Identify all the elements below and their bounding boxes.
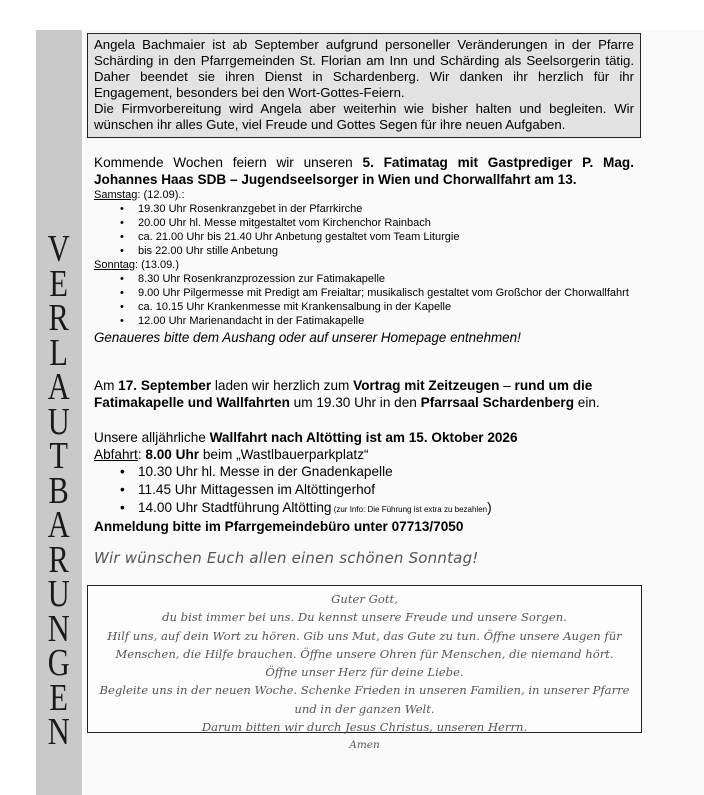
prayer-text	[87, 590, 642, 755]
title-letter: E	[49, 262, 69, 305]
saturday-heading	[94, 188, 634, 202]
title-letter: T	[49, 435, 69, 477]
list-item: • 20.00 Uhr hl. Messe mitgestaltet vom Kirchenchor Rainbach	[120, 216, 634, 230]
list-item: • 9.00 Uhr Pilgermesse mit Predigt am Freialtar; musikalisch gestaltet vom Großchor der Chorwallfahrt	[120, 286, 634, 300]
pilgrimage-section	[94, 430, 634, 536]
lecture-text-part: um 19.30 Uhr in den	[289, 394, 421, 410]
pilgrimage-intro	[94, 430, 634, 447]
vertical-title-verlautbarungen	[36, 228, 82, 753]
tour-item-paren: )	[487, 500, 492, 515]
prayer-line: Menschen, die Hilfe brauchen. Öffne unsere Ohren für Menschen, die niemand hört.	[115, 646, 614, 661]
prayer-line: Hilf uns, auf dein Wort zu hören. Gib uns Mut, das Gute zu tun. Öffne unsere Augen für	[107, 628, 622, 643]
registration-text: Anmeldung bitte im Pfarrgemeindebüro unter 07713/7050	[94, 519, 464, 534]
list-item: • 10.30 Uhr hl. Messe in der Gnadenkapelle	[120, 463, 634, 481]
sunday-greeting: Wir wünschen Euch allen einen schönen Sonntag!	[94, 549, 479, 567]
homepage-note: Genaueres bitte dem Aushang oder auf unserer Homepage entnehmen!	[94, 330, 521, 345]
title-letter: R	[48, 297, 70, 339]
departure-label: Abfahrt	[94, 446, 138, 462]
departure-time: 8.00 Uhr	[145, 446, 200, 462]
list-item	[120, 499, 634, 519]
tour-item-note: (zur Info: Die Führung ist extra zu bezahlen	[331, 505, 488, 514]
notice-paragraph: Die Firmvorbereitung wird Angela aber weiterhin wie bisher halten und begleiten. Wir wünschen ihr alles Gute, viel Freude und Gottes Segen für ihre neuen Aufgaben.	[94, 101, 634, 133]
title-letter: L	[49, 331, 69, 374]
list-item: • bis 22.00 Uhr stille Anbetung	[120, 244, 634, 258]
prayer-line: Öffne unser Herz für deine Liebe.	[265, 665, 464, 680]
lecture-section	[94, 378, 634, 411]
departure-line	[94, 447, 634, 464]
prayer-line: du bist immer bei uns. Du kennst unsere Freude und unsere Sorgen.	[162, 610, 567, 625]
lecture-text-part: –	[499, 378, 515, 393]
title-letter: A	[48, 504, 70, 546]
sunday-heading	[94, 258, 634, 272]
lecture-text-part: Am	[94, 378, 119, 393]
sunday-list	[94, 272, 634, 328]
pilgrimage-text: Unsere alljährliche	[94, 430, 210, 445]
prayer-line: Begleite uns in der neuen Woche. Schenke Frieden in unseren Familien, in unserer Pfarre	[99, 683, 630, 698]
title-letter: E	[49, 676, 69, 719]
lecture-text	[94, 378, 634, 411]
sunday-date: : (13.09.)	[134, 259, 180, 271]
fatima-intro	[94, 155, 634, 188]
fatima-section	[94, 155, 634, 346]
title-letter: G	[48, 642, 70, 684]
list-item: • 19.30 Uhr Rosenkranzgebet in der Pfarrkirche	[120, 202, 634, 216]
list-item: • 8.30 Uhr Rosenkranzprozession zur Fatimakapelle	[120, 272, 634, 286]
saturday-label: Samstag	[94, 189, 138, 201]
title-letter: A	[48, 366, 70, 408]
list-item: • 12.00 Uhr Marienandacht in der Fatimakapelle	[120, 314, 634, 328]
lecture-venue: Pfarrsaal Schardenberg	[420, 394, 574, 410]
lecture-date: 17. September	[118, 378, 212, 393]
list-item: • ca. 21.00 Uhr bis 21.40 Uhr Anbetung gestaltet vom Team Liturgie	[120, 230, 634, 244]
fatima-intro-bold: 5. Fatimatag mit Gastprediger P. Mag. Johannes Haas SDB – Jugendseelsorger in Wien und Chorwallfahrt am 13.	[94, 155, 634, 187]
title-letter: N	[48, 711, 70, 753]
title-letter: V	[48, 228, 70, 270]
lecture-text-part: ein.	[574, 394, 600, 410]
farewell-notice-box	[87, 33, 641, 138]
title-letter: B	[48, 469, 70, 512]
departure-colon: :	[137, 446, 146, 462]
lecture-text-part: laden wir herzlich zum	[211, 378, 354, 393]
list-item: • ca. 10.15 Uhr Krankenmesse mit Krankensalbung in der Kapelle	[120, 300, 634, 314]
pilgrimage-destination: Wallfahrt nach Altötting	[209, 430, 362, 445]
lecture-title: Vortrag mit Zeitzeugen	[353, 378, 500, 393]
lecture-topic: rund um die Fatimakapelle und Wallfahrten	[94, 378, 593, 410]
title-letter: R	[48, 538, 70, 581]
saturday-date: : (12.09).:	[137, 189, 185, 201]
prayer-amen: Amen	[349, 739, 380, 752]
notice-paragraph: Angela Bachmaier ist ab September aufgrund personeller Veränderungen in der Pfarre Schärding in den Pfarrgemeinden St. Florian am Inn und Schärding als Seelsorgerin tätig. Daher beendet sie ihren Dienst in Schardenberg. Wir danken ihr herzlich für ihr Engagement, besonders bei den Wort-Gottes-Feiern.	[94, 37, 634, 101]
pilgrimage-date: ist am 15. Oktober 2026	[361, 430, 518, 445]
list-item: • 11.45 Uhr Mittagessen im Altöttingerhof	[120, 481, 634, 499]
prayer-line: Guter Gott,	[331, 592, 398, 606]
title-letter: N	[48, 607, 70, 650]
prayer-line: und in der ganzen Welt.	[294, 701, 435, 716]
fatima-intro-text: Kommende Wochen feiern wir unseren	[94, 155, 363, 170]
title-letter: U	[48, 573, 70, 615]
saturday-list	[94, 202, 634, 258]
registration-line	[94, 519, 634, 536]
sunday-label: Sonntag	[94, 259, 135, 271]
tour-item-text: 14.00 Uhr Stadtführung Altötting	[138, 500, 332, 515]
prayer-line: Darum bitten wir durch Jesus Christus, unseren Herrn.	[201, 720, 528, 735]
departure-place: beim „Wastlbauerparkplatz“	[199, 446, 369, 462]
title-letter: U	[48, 400, 70, 443]
pilgrimage-list	[94, 463, 634, 519]
